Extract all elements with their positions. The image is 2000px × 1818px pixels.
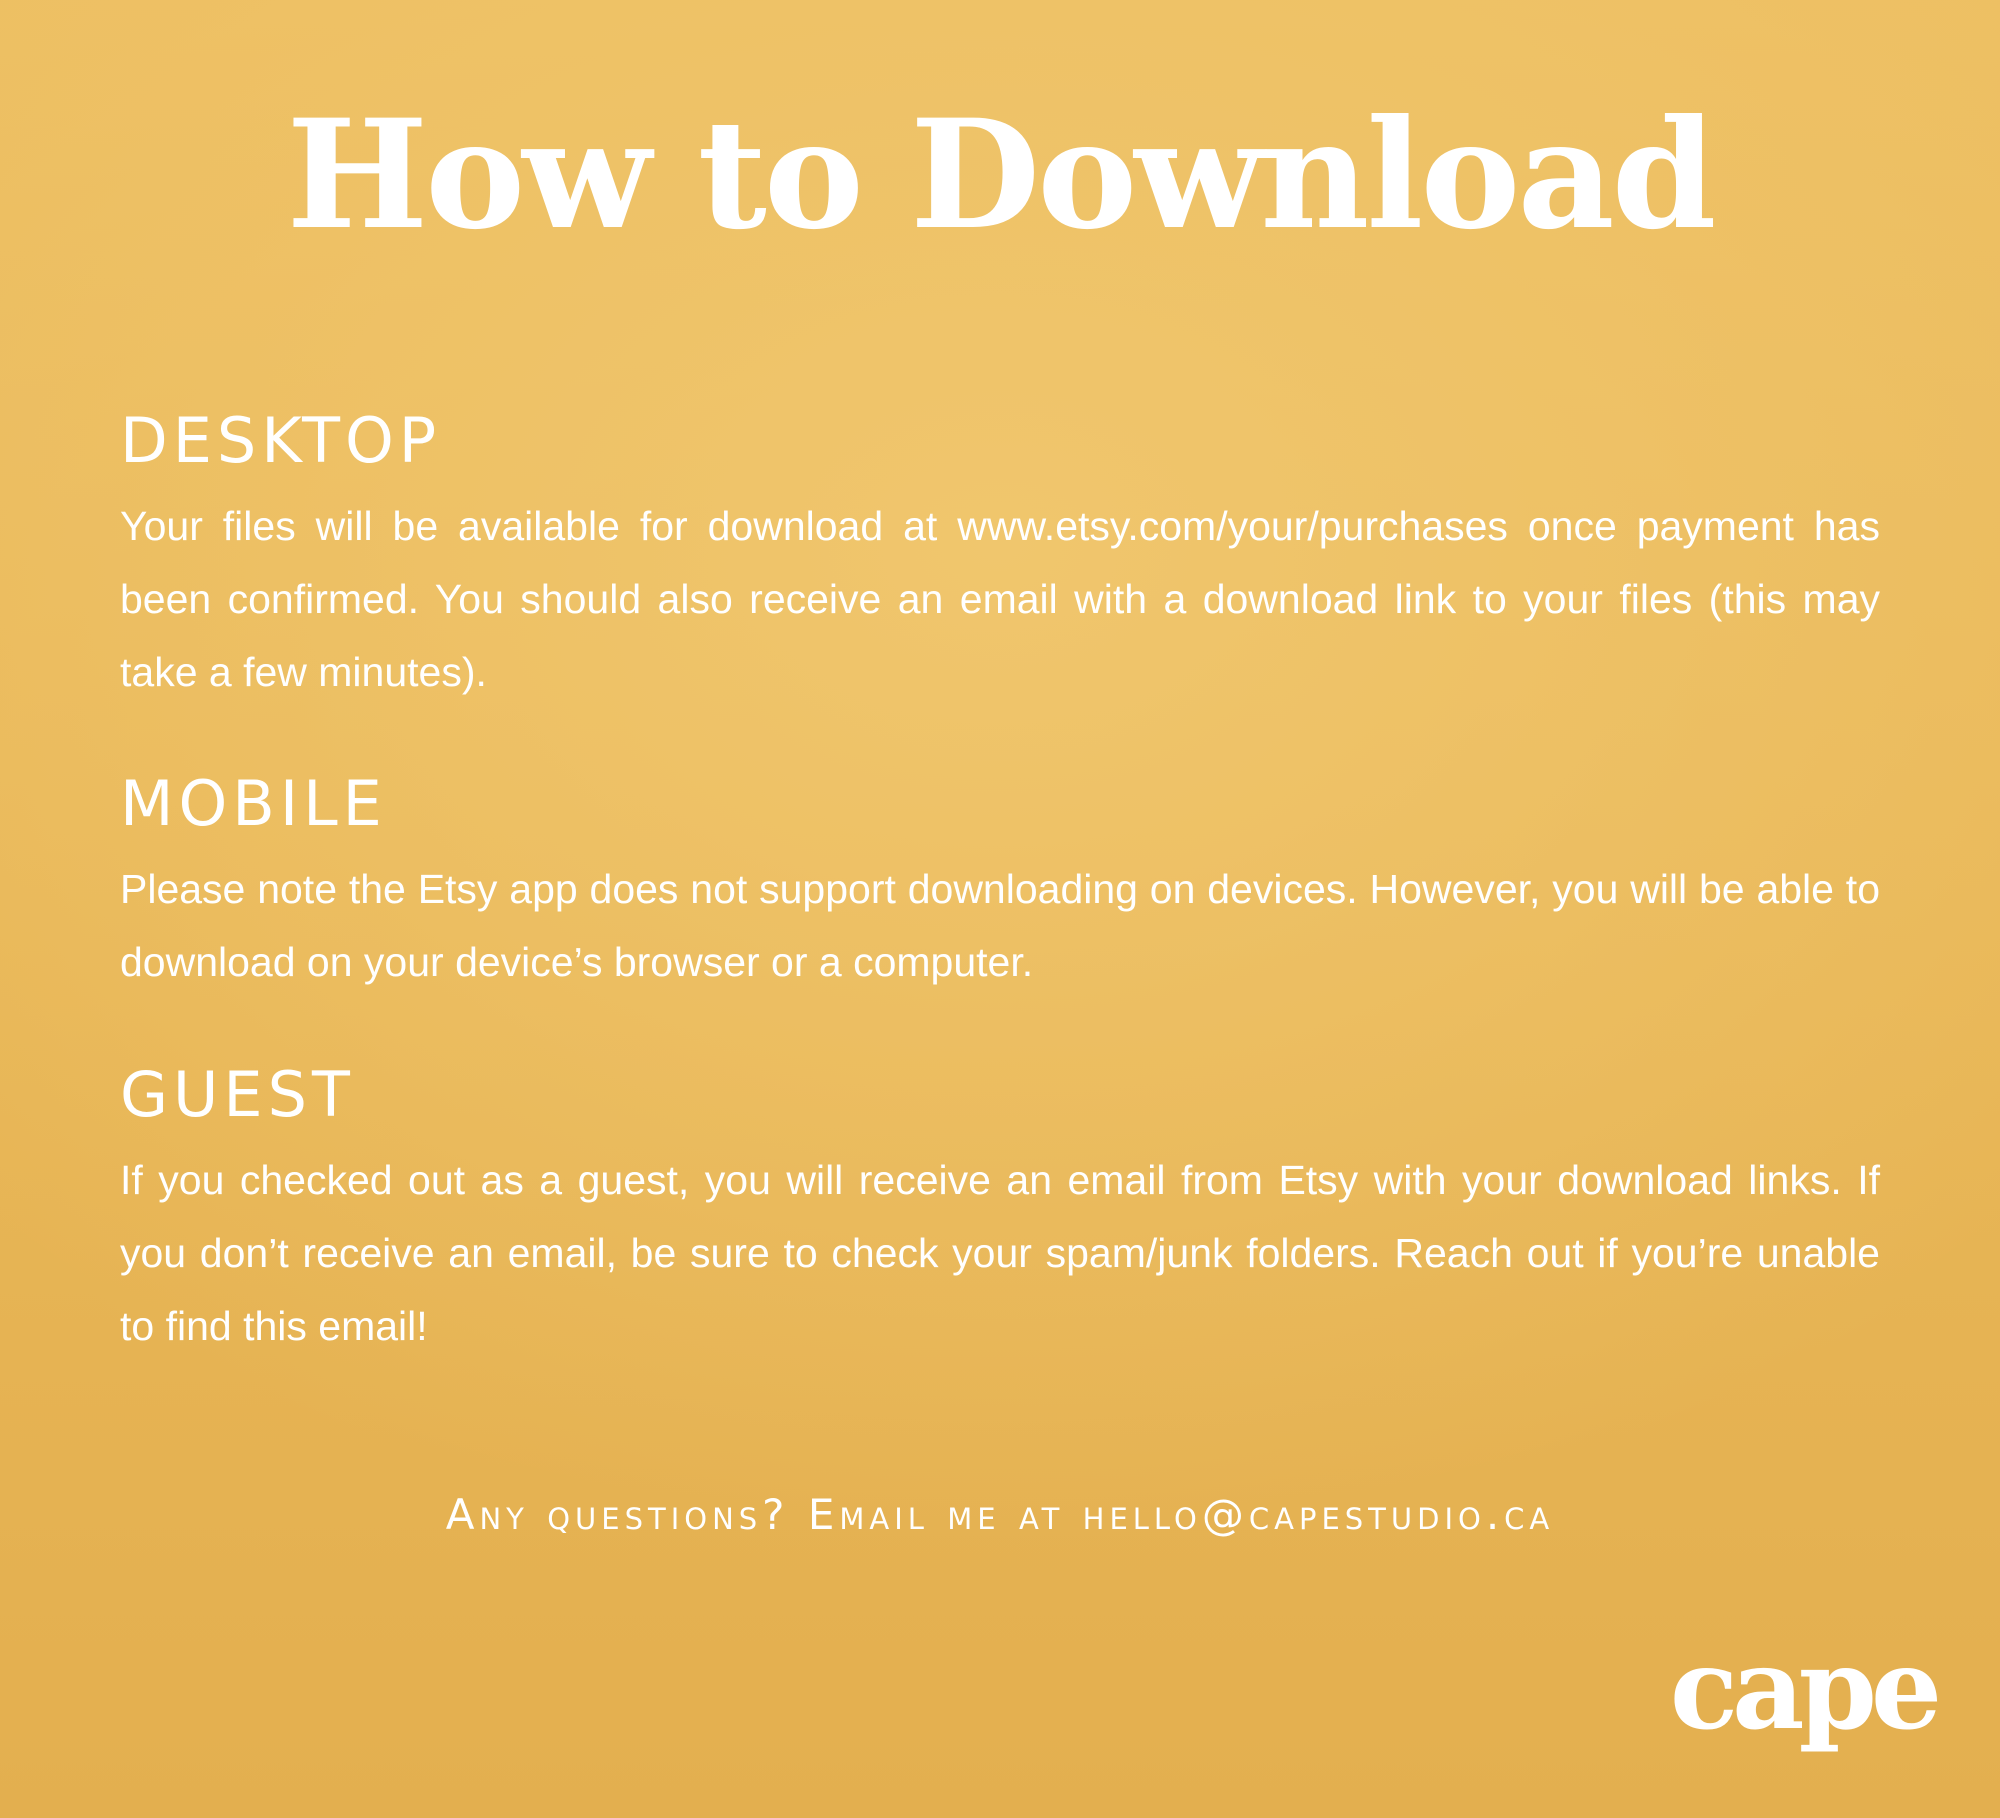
desktop-section <box>120 404 1880 709</box>
contact-line: Any questions? Email me at hello@capestudio.ca <box>445 1490 1555 1539</box>
svg-text:cape: cape <box>1669 1636 1937 1755</box>
guest-section <box>120 1058 1880 1363</box>
cape-logo <box>1658 1636 1948 1776</box>
mobile-instructions: Please note the Etsy app does not support downloading on devices. However, you will be able to download on your device’s browser or a computer. <box>120 866 1880 985</box>
mobile-heading: MOBILE <box>120 767 387 840</box>
page-title: How to Download <box>286 87 1714 263</box>
guest-heading: GUEST <box>120 1058 355 1131</box>
desktop-instructions: Your files will be available for download at www.etsy.com/your/purchases once payment has been confirmed. You should also receive an email with a download link to your files (this may take a few minutes). <box>120 503 1880 695</box>
desktop-heading: DESKTOP <box>120 404 442 477</box>
guest-instructions: If you checked out as a guest, you will receive an email from Etsy with your download links. If you don’t receive an email, be sure to check your spam/junk folders. Reach out if you’re unable to find this email! <box>120 1157 1880 1349</box>
mobile-section <box>120 767 1880 999</box>
